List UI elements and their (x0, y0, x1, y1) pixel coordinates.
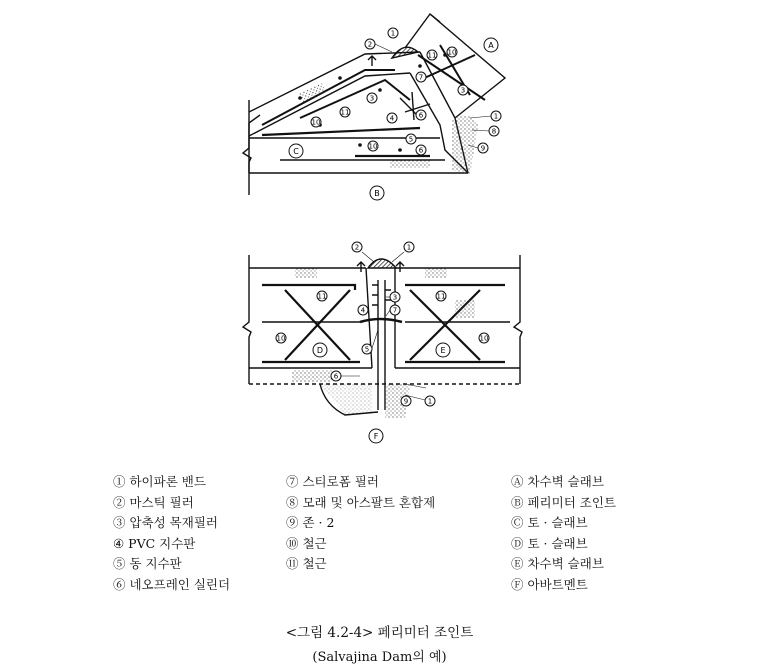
svg-text:11: 11 (317, 292, 327, 301)
callout-3-bottom (390, 292, 400, 302)
legend-item: Ⓔ 차수벽 슬래브 (511, 556, 604, 571)
svg-text:11: 11 (427, 51, 437, 60)
svg-text:11: 11 (436, 292, 446, 301)
svg-text:1: 1 (406, 243, 412, 252)
label-d (313, 343, 327, 357)
callout-2-bottom (352, 242, 362, 252)
svg-text:10: 10 (479, 334, 489, 343)
legend-item: Ⓓ 토 · 슬래브 (511, 535, 588, 551)
callout-11-a (427, 50, 437, 60)
figure-source: (Salvajina Dam의 예) (312, 650, 447, 665)
svg-text:C: C (293, 147, 299, 156)
callout-6-bottom (331, 371, 341, 381)
legend-item: ① 하이파론 밴드 (113, 474, 206, 489)
callout-7-top (416, 72, 426, 82)
legend-item: ⑥ 네오프레인 실린더 (113, 576, 231, 592)
svg-text:6: 6 (333, 372, 339, 381)
callout-2-top (365, 39, 375, 49)
svg-text:10: 10 (447, 48, 457, 57)
svg-text:F: F (373, 432, 379, 441)
svg-text:1: 1 (390, 29, 396, 38)
legend-column-1 (113, 472, 230, 595)
callout-10-a (447, 47, 457, 57)
svg-text:9: 9 (403, 397, 409, 406)
callout-1-abut (425, 396, 435, 406)
callout-10-c (311, 117, 321, 127)
svg-text:4: 4 (389, 114, 395, 123)
callout-7-bottom (390, 305, 400, 315)
svg-text:6: 6 (418, 146, 424, 155)
legend-item: ③ 압축성 목재필러 (113, 515, 218, 530)
svg-text:5: 5 (364, 345, 370, 354)
svg-text:2: 2 (367, 40, 373, 49)
svg-text:3: 3 (460, 86, 466, 95)
callout-9-top (478, 143, 488, 153)
legend-item: ⑨ 존 · 2 (286, 515, 335, 530)
svg-text:B: B (374, 189, 380, 198)
callout-6-top-a (416, 110, 426, 120)
label-f (369, 429, 383, 443)
mastic-cap (392, 47, 418, 58)
label-e (436, 343, 450, 357)
callout-11-d (317, 291, 327, 301)
legend-item: ⑤ 동 지수판 (113, 556, 182, 571)
svg-text:6: 6 (418, 111, 424, 120)
svg-text:11: 11 (340, 108, 350, 117)
legend-item: Ⓒ 토 · 슬래브 (511, 515, 588, 530)
svg-text:9: 9 (480, 144, 486, 153)
callout-11-c (340, 107, 350, 117)
svg-text:7: 7 (392, 306, 398, 315)
svg-text:A: A (488, 41, 494, 50)
legend-item: ⑩ 철근 (286, 535, 327, 551)
callout-3-top-b (458, 85, 468, 95)
callout-1-bottom (404, 242, 414, 252)
legend-item: ⑪ 철근 (286, 556, 327, 571)
legend-column-3 (511, 472, 616, 595)
callout-8 (489, 126, 499, 136)
figure-caption: <그림 4.2-4> 페리미터 조인트 (285, 625, 474, 641)
legend-item: ⑧ 모래 및 아스팔트 혼합제 (286, 494, 436, 510)
callout-1-right (491, 111, 501, 121)
callout-10-c2 (368, 141, 378, 151)
svg-text:E: E (440, 346, 446, 355)
label-b (370, 186, 384, 200)
callout-4-top (387, 113, 397, 123)
callout-5-top (406, 134, 416, 144)
callout-6-top-b (416, 145, 426, 155)
legend-item: Ⓑ 페리미터 조인트 (511, 494, 616, 510)
callout-10-e (479, 333, 489, 343)
svg-text:1: 1 (427, 397, 433, 406)
label-c (289, 144, 303, 158)
callout-9-bottom (401, 396, 411, 406)
legend-item: Ⓕ 아바트멘트 (511, 576, 588, 592)
svg-text:2: 2 (354, 243, 360, 252)
svg-text:D: D (316, 346, 324, 355)
legend-item: ④ PVC 지수판 (113, 535, 196, 551)
svg-text:3: 3 (392, 293, 398, 302)
svg-text:1: 1 (493, 112, 499, 121)
svg-text:4: 4 (360, 306, 366, 315)
callout-5-bottom (362, 344, 372, 354)
svg-text:8: 8 (491, 127, 497, 136)
callout-10-d (276, 333, 286, 343)
callout-11-e (436, 291, 446, 301)
callout-3-top-a (367, 93, 377, 103)
break-line (243, 100, 251, 195)
svg-text:10: 10 (311, 118, 321, 127)
svg-text:10: 10 (276, 334, 286, 343)
legend-item: Ⓐ 차수벽 슬래브 (511, 474, 604, 489)
svg-text:3: 3 (369, 94, 375, 103)
svg-text:10: 10 (368, 142, 378, 151)
svg-text:5: 5 (408, 135, 414, 144)
legend-column-2 (286, 472, 435, 575)
label-a (484, 38, 498, 52)
callout-1-top (388, 28, 398, 38)
legend-item: ⑦ 스티로폼 필러 (286, 474, 379, 489)
svg-text:7: 7 (418, 73, 424, 82)
legend-item: ② 마스틱 필러 (113, 494, 194, 510)
callout-4-bottom (358, 305, 368, 315)
